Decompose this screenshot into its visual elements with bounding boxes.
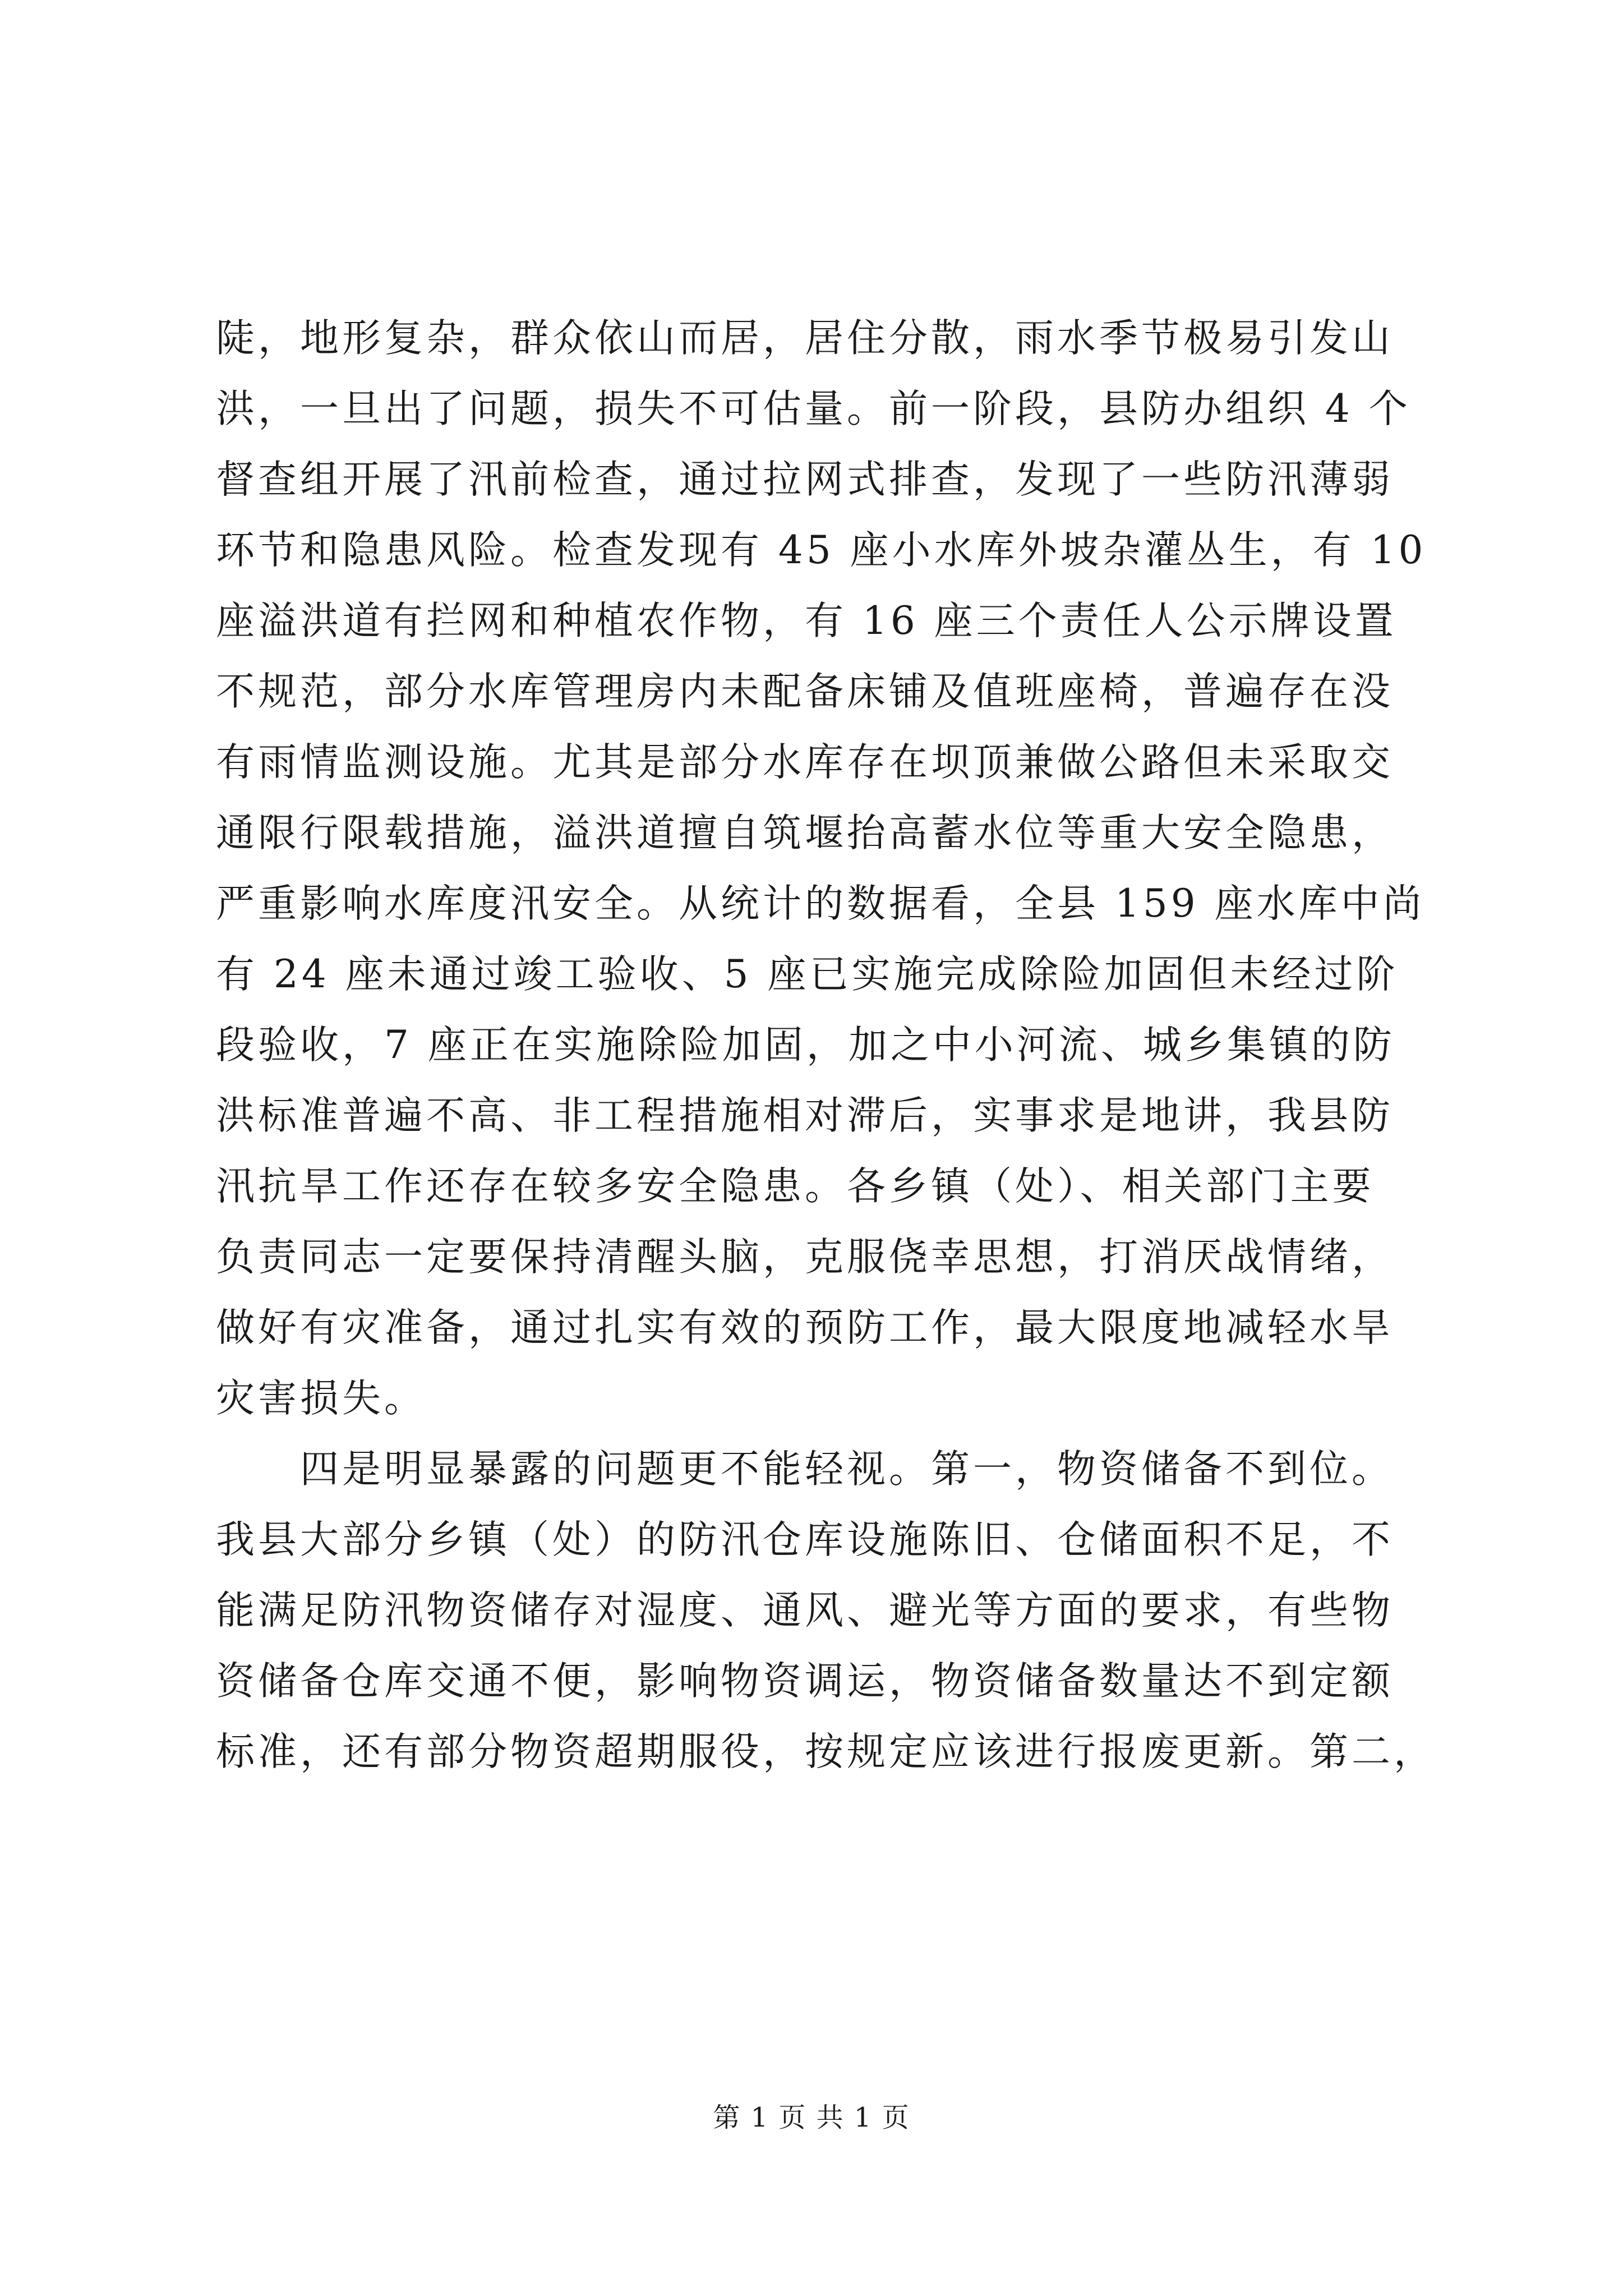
text-line: 资储备仓库交通不便，影响物资调运，物资储备数量达不到定额 xyxy=(216,1659,1394,1704)
text-line: 督查组开展了汛前检查，通过拉网式排查，发现了一些防汛薄弱 xyxy=(216,457,1394,502)
text-line: 洪，一旦出了问题，损失不可估量。前一阶段，县防办组织 4 个 xyxy=(216,386,1411,431)
text-line: 灾害损失。 xyxy=(216,1376,426,1421)
text-line: 不规范，部分水库管理房内未配备床铺及值班座椅，普遍存在没 xyxy=(216,669,1394,714)
text-line: 环节和隐患风险。检查发现有 45 座小水库外坡杂灌丛生，有 10 xyxy=(216,528,1427,573)
paragraph-1 xyxy=(216,303,1427,1434)
text-line: 严重影响水库度汛安全。从统计的数据看，全县 159 座水库中尚 xyxy=(216,881,1425,926)
text-line: 有雨情监测设施。尤其是部分水库存在坝顶兼做公路但未采取交 xyxy=(216,740,1394,785)
text-line: 汛抗旱工作还存在较多安全隐患。各乡镇（处）、相关部门主要 xyxy=(216,1164,1375,1209)
text-line: 洪标准普遍不高、非工程措施相对滞后，实事求是地讲，我县防 xyxy=(216,1093,1394,1138)
paragraph-2 xyxy=(216,1434,1436,1787)
page-footer xyxy=(0,2101,1623,2134)
text-line: 做好有灾准备，通过扎实有效的预防工作，最大限度地减轻水旱 xyxy=(216,1305,1394,1350)
text-line: 座溢洪道有拦网和种植农作物，有 16 座三个责任人公示牌设置 xyxy=(216,599,1397,643)
text-line: 我县大部分乡镇（处）的防汛仓库设施陈旧、仓储面积不足，不 xyxy=(216,1517,1394,1562)
text-line: 有 24 座未通过竣工验收、5 座已实施完成除险加固但未经过阶 xyxy=(216,952,1399,997)
document-body xyxy=(216,303,1436,1787)
text-line: 段验收，7 座正在实施除险加固，加之中小河流、城乡集镇的防 xyxy=(216,1023,1395,1068)
page-number: 第 1 页 共 1 页 xyxy=(713,2102,910,2133)
text-line: 通限行限载措施，溢洪道擅自筑堰抬高蓄水位等重大安全隐患， xyxy=(216,811,1394,855)
text-line: 标准，还有部分物资超期服役，按规定应该进行报废更新。第二， xyxy=(216,1729,1436,1774)
text-line-indented: 四是明显暴露的问题更不能轻视。第一，物资储备不到位。 xyxy=(300,1447,1394,1492)
text-line: 负责同志一定要保持清醒头脑，克服侥幸思想，打消厌战情绪， xyxy=(216,1235,1394,1280)
text-line: 陡，地形复杂，群众依山而居，居住分散，雨水季节极易引发山 xyxy=(216,316,1394,361)
text-line: 能满足防汛物资储存对湿度、通风、避光等方面的要求，有些物 xyxy=(216,1588,1394,1633)
